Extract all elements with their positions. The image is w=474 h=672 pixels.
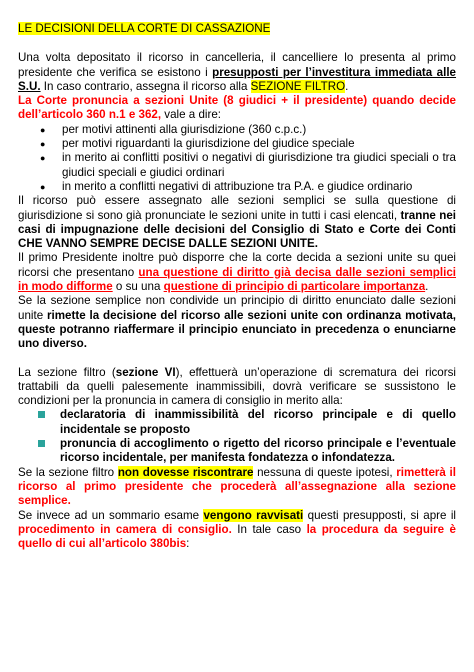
red-underline-questione-diritto: una questione di diritto già decisa dalle sezioni semplici in modo difforme xyxy=(18,265,456,294)
paragraph-3: Il ricorso può essere assegnato alle sezioni semplici se sulla questione di giurisdizione si sono già pronunciate le sezioni unite in tutti i casi elencati, tranne nei casi di impugnazione delle decisioni del Consiglio di Stato e Corte dei Conti CHE VANNO SEMPRE DECISE DALLE SEZIONI UNITE. xyxy=(18,194,457,251)
square-bullet-icon xyxy=(38,411,45,418)
bullet-icon: ● xyxy=(40,124,46,135)
red-emphasis-380bis: la procedura da seguire è quello di cui all’articolo 380bis xyxy=(18,522,456,551)
paragraph-2: La Corte pronuncia a sezioni Unite (8 giudici + il presidente) quando decide dell’articolo 360 n.1 e 362, vale a dire: xyxy=(18,94,456,122)
paragraph-4: Il primo Presidente inoltre può disporre che la corte decida a sezioni unite su quei ricorsi che presentano una questione di diritto già decisa dalle sezioni semplici in modo difforme o su una questione di principio di particolare importanza. xyxy=(18,251,456,294)
red-emphasis-camera-consiglio: procedimento in camera di consiglio. xyxy=(18,522,232,536)
paragraph-7: Se la sezione filtro non dovesse riscontrare nessuna di queste ipotesi, rimetterà il ricorso al primo presidente che procederà all’assegnazione alla sezione semplice. xyxy=(18,465,456,508)
list-item: declaratoria di inammissibilità del ricorso principale e di quello incidentale se proposto xyxy=(18,408,456,437)
list-item: ● in merito ai conflitti positivi o negativi di giurisdizione tra giudici speciali o tra giudici speciali e giudici ordinari xyxy=(40,151,456,179)
spacer xyxy=(18,352,456,366)
bold-eccezione: tranne nei casi di impugnazione delle decisioni del Consiglio di Stato e Corte dei Conti CHE VANNO SEMPRE DECISE DALLE SEZIONI UNITE. xyxy=(18,208,457,251)
highlight-vengono-ravvisati: vengono ravvisati xyxy=(203,508,304,522)
list-sezione-filtro xyxy=(18,408,456,465)
red-emphasis-sezioni-unite: La Corte pronuncia a sezioni Unite (8 giudici + il presidente) quando decide dell’articolo 360 n.1 e 362, xyxy=(18,94,456,122)
paragraph-5: Se la sezione semplice non condivide un principio di diritto enunciato dalle sezioni unite rimette la decisione del ricorso alle sezioni unite con ordinanza motivata, queste potranno riaffermare il principio enunciato in precedenza o enunciarne uno diverso. xyxy=(18,294,456,351)
title-text: LE DECISIONI DELLA CORTE DI CASSAZIONE xyxy=(18,22,271,35)
bullet-icon: ● xyxy=(40,153,46,164)
bold-sezione-vi: sezione VI xyxy=(115,365,176,379)
highlight-sezione-filtro: SEZIONE FILTRO xyxy=(250,79,346,93)
red-emphasis-rimettera: rimetterà il ricorso al primo presidente che procederà all’assegnazione alla sezione semplice. xyxy=(18,465,456,508)
list-item: pronuncia di accoglimento o rigetto del ricorso principale e l’eventuale ricorso incidentale, per manifesta fondatezza o infondatezza. xyxy=(18,437,456,466)
list-item: ● per motivi attinenti alla giurisdizione (360 c.p.c.) xyxy=(40,122,307,136)
bullet-icon: ● xyxy=(40,139,46,150)
paragraph-8: Se invece ad un sommario esame vengono ravvisati questi presupposti, si apre il procedimento in camera di consiglio. In tale caso la procedura da seguire è quello di cui all’articolo 380bis: xyxy=(18,508,456,551)
paragraph-6: La sezione filtro (sezione VI), effettuerà un’operazione di scrematura dei ricorsi trattabili da quelli palesemente inammissibili, dovrà verificare se sussistono le condizioni per la pronuncia in camera di consiglio in merito alla: xyxy=(18,365,456,408)
red-underline-questione-principio: questione di principio di particolare importanza xyxy=(163,280,426,294)
list-sezioni-unite xyxy=(18,123,456,194)
paragraph-1: Una volta depositato il ricorso in cancelleria, il cancelliere lo presenta al primo presidente che verifica se esistono i presupposti per l’investitura immediata alle S.U. In caso contrario, assegna il ricorso alla SEZIONE FILTRO. xyxy=(18,51,457,93)
square-bullet-icon xyxy=(38,440,45,447)
bold-rimette: rimette la decisione del ricorso alle sezioni unite con ordinanza motivata, queste potranno riaffermare il principio enunciato in precedenza o enunciarne uno diverso. xyxy=(18,308,456,351)
page-title xyxy=(18,22,456,36)
list-item: ● in merito a conflitti negativi di attribuzione tra P.A. e giudice ordinario xyxy=(40,179,413,193)
highlight-non-dovesse: non dovesse riscontrare xyxy=(117,465,254,479)
list-item: ● per motivi riguardanti la giurisdizione del giudice speciale xyxy=(40,137,355,151)
bullet-icon: ● xyxy=(40,181,46,192)
emphasis-presupposti: presupposti per l’investitura immediata alle S.U. xyxy=(18,65,457,93)
